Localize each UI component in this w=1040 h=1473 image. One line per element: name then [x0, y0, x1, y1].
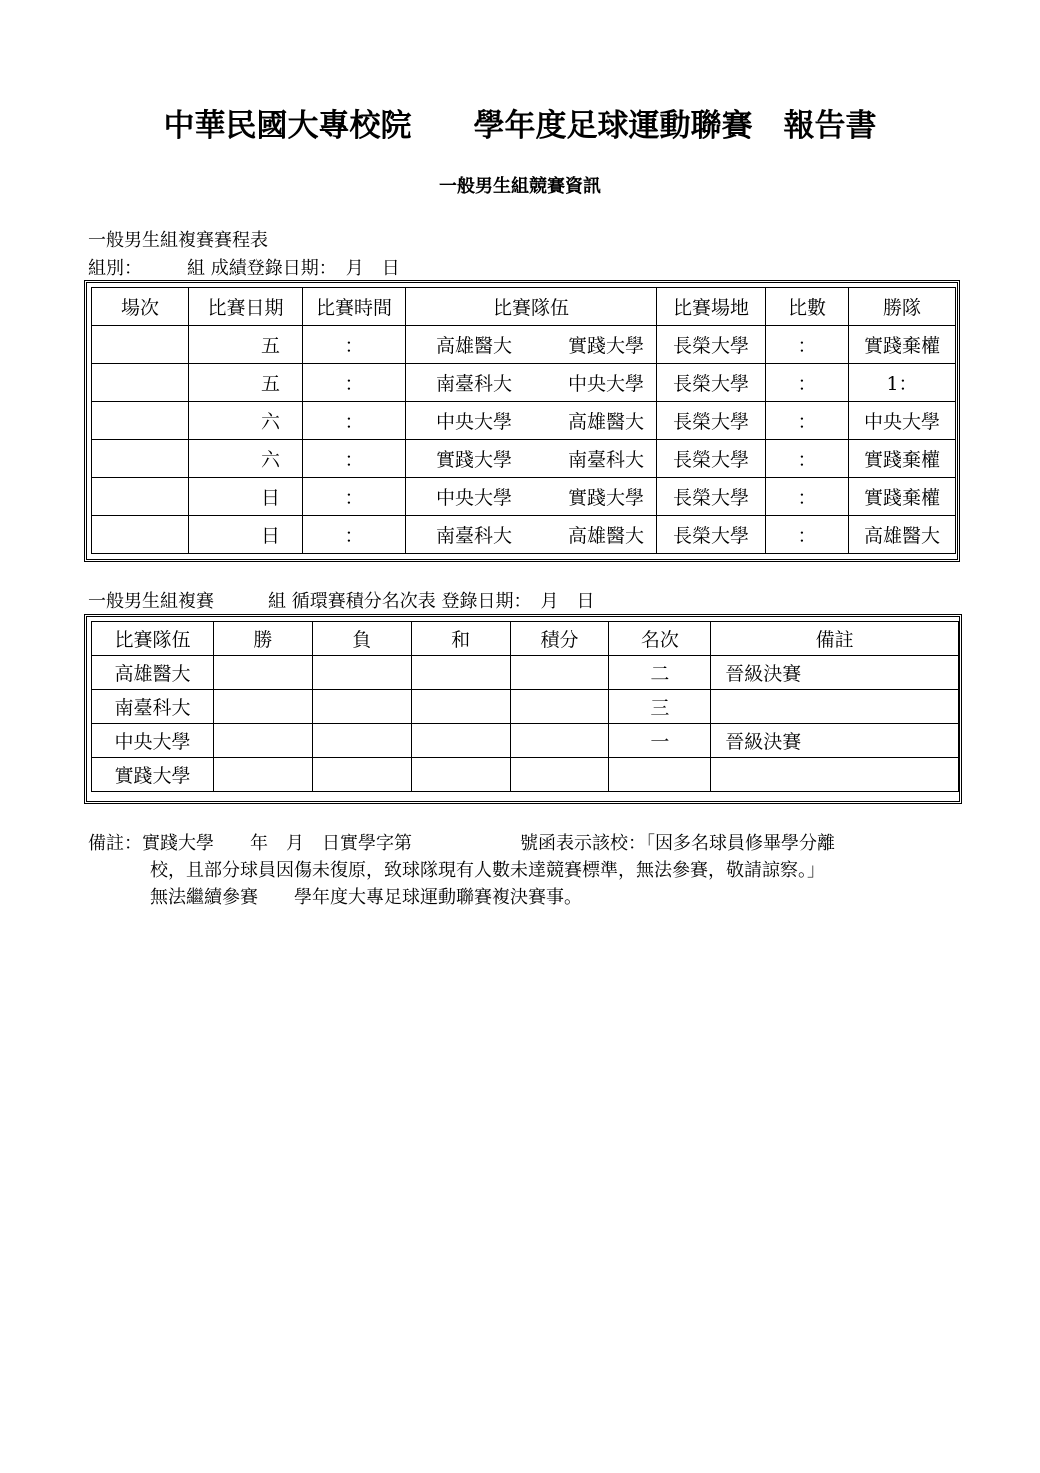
- match-date: 六: [189, 402, 303, 440]
- header-score: 比數: [766, 288, 849, 326]
- match-score: ：: [766, 326, 849, 364]
- standings-row: [92, 690, 959, 724]
- schedule-row: [92, 326, 956, 364]
- team-1: 中央大學: [436, 487, 513, 509]
- standings-table-frame: [84, 614, 962, 804]
- standings-row: [92, 724, 959, 758]
- match-winner: 實踐棄權: [849, 478, 956, 516]
- team-2: 高雄醫大: [567, 525, 644, 547]
- match-no: [92, 516, 189, 554]
- header-teams: 比賽隊伍: [406, 288, 657, 326]
- team-2: 南臺科大: [567, 449, 644, 471]
- team-name: 高雄醫大: [92, 656, 214, 690]
- header-rank: 名次: [609, 622, 711, 656]
- match-date: 日: [189, 516, 303, 554]
- header-loss: 負: [312, 622, 411, 656]
- match-score: ：: [766, 478, 849, 516]
- match-score: ：: [766, 516, 849, 554]
- draws: [411, 724, 510, 758]
- rank: [609, 758, 711, 792]
- team-2: 中央大學: [567, 373, 644, 395]
- team-1: 實踐大學: [436, 449, 513, 471]
- wins: [213, 724, 312, 758]
- note-line-3: 無法繼續參賽 學年度大專足球運動聯賽複決賽事。: [150, 887, 582, 908]
- page-subtitle: 一般男生組競賽資訊: [439, 176, 601, 197]
- wins: [213, 690, 312, 724]
- schedule-meta: 組別： 組 成績登錄日期： 月 日: [88, 258, 400, 279]
- header-win: 勝: [213, 622, 312, 656]
- match-score: ：: [766, 402, 849, 440]
- schedule-row: [92, 364, 956, 402]
- wins: [213, 758, 312, 792]
- schedule-table-frame: [84, 280, 960, 562]
- match-winner: 1：: [849, 364, 956, 402]
- team-2: 高雄醫大: [567, 411, 644, 433]
- match-no: [92, 440, 189, 478]
- team-2: 實踐大學: [567, 335, 644, 357]
- match-time: ：: [303, 326, 406, 364]
- schedule-row: [92, 516, 956, 554]
- match-date: 日: [189, 478, 303, 516]
- remark: 晉級決賽: [711, 724, 959, 758]
- header-date: 比賽日期: [189, 288, 303, 326]
- rank: 二: [609, 656, 711, 690]
- match-venue: 長榮大學: [657, 402, 766, 440]
- remarks-note: [88, 830, 835, 911]
- match-winner: 高雄醫大: [849, 516, 956, 554]
- note-line-2: 校，且部分球員因傷未復原，致球隊現有人數未達競賽標準，無法參賽，敬請諒察。」: [150, 860, 825, 881]
- draws: [411, 656, 510, 690]
- team-2: 實踐大學: [567, 487, 644, 509]
- match-no: [92, 364, 189, 402]
- match-winner: 實踐棄權: [849, 326, 956, 364]
- remark: 晉級決賽: [711, 656, 959, 690]
- points: [510, 690, 609, 724]
- header-points: 積分: [510, 622, 609, 656]
- header-venue: 比賽場地: [657, 288, 766, 326]
- match-winner: 實踐棄權: [849, 440, 956, 478]
- standings-table: [91, 621, 959, 792]
- standings-heading: 一般男生組複賽 組 循環賽積分名次表 登錄日期： 月 日: [88, 591, 595, 612]
- header-team: 比賽隊伍: [92, 622, 214, 656]
- match-score: ：: [766, 440, 849, 478]
- team-name: 中央大學: [92, 724, 214, 758]
- schedule-heading: 一般男生組複賽賽程表: [88, 230, 268, 251]
- points: [510, 656, 609, 690]
- match-venue: 長榮大學: [657, 478, 766, 516]
- match-no: [92, 478, 189, 516]
- team-name: 南臺科大: [92, 690, 214, 724]
- schedule-row: [92, 478, 956, 516]
- header-time: 比賽時間: [303, 288, 406, 326]
- match-venue: 長榮大學: [657, 364, 766, 402]
- draws: [411, 758, 510, 792]
- match-time: ：: [303, 402, 406, 440]
- team-1: 高雄醫大: [436, 335, 513, 357]
- note-line-1: 備註：實踐大學 年 月 日實學字第 號函表示該校：「因多名球員修畢學分離: [88, 833, 835, 854]
- match-time: ：: [303, 364, 406, 402]
- standings-row: [92, 656, 959, 690]
- header-match-no: 場次: [92, 288, 189, 326]
- match-venue: 長榮大學: [657, 326, 766, 364]
- header-draw: 和: [411, 622, 510, 656]
- page-title: 中華民國大專校院 學年度足球運動聯賽 報告書: [163, 108, 877, 144]
- standings-row: [92, 758, 959, 792]
- losses: [312, 690, 411, 724]
- rank: 三: [609, 690, 711, 724]
- match-date: 五: [189, 364, 303, 402]
- team-1: 中央大學: [436, 411, 513, 433]
- points: [510, 724, 609, 758]
- match-no: [92, 326, 189, 364]
- rank: 一: [609, 724, 711, 758]
- schedule-row: [92, 402, 956, 440]
- match-no: [92, 402, 189, 440]
- match-time: ：: [303, 516, 406, 554]
- match-winner: 中央大學: [849, 402, 956, 440]
- losses: [312, 758, 411, 792]
- losses: [312, 724, 411, 758]
- match-date: 六: [189, 440, 303, 478]
- wins: [213, 656, 312, 690]
- schedule-header-row: [92, 288, 956, 326]
- remark: [711, 758, 959, 792]
- team-1: 南臺科大: [436, 373, 513, 395]
- standings-header-row: [92, 622, 959, 656]
- points: [510, 758, 609, 792]
- match-date: 五: [189, 326, 303, 364]
- schedule-row: [92, 440, 956, 478]
- schedule-table: [91, 287, 956, 554]
- header-winner: 勝隊: [849, 288, 956, 326]
- match-venue: 長榮大學: [657, 516, 766, 554]
- match-time: ：: [303, 478, 406, 516]
- team-name: 實踐大學: [92, 758, 214, 792]
- remark: [711, 690, 959, 724]
- match-venue: 長榮大學: [657, 440, 766, 478]
- team-1: 南臺科大: [436, 525, 513, 547]
- header-remark: 備註: [711, 622, 959, 656]
- losses: [312, 656, 411, 690]
- draws: [411, 690, 510, 724]
- match-score: ：: [766, 364, 849, 402]
- match-time: ：: [303, 440, 406, 478]
